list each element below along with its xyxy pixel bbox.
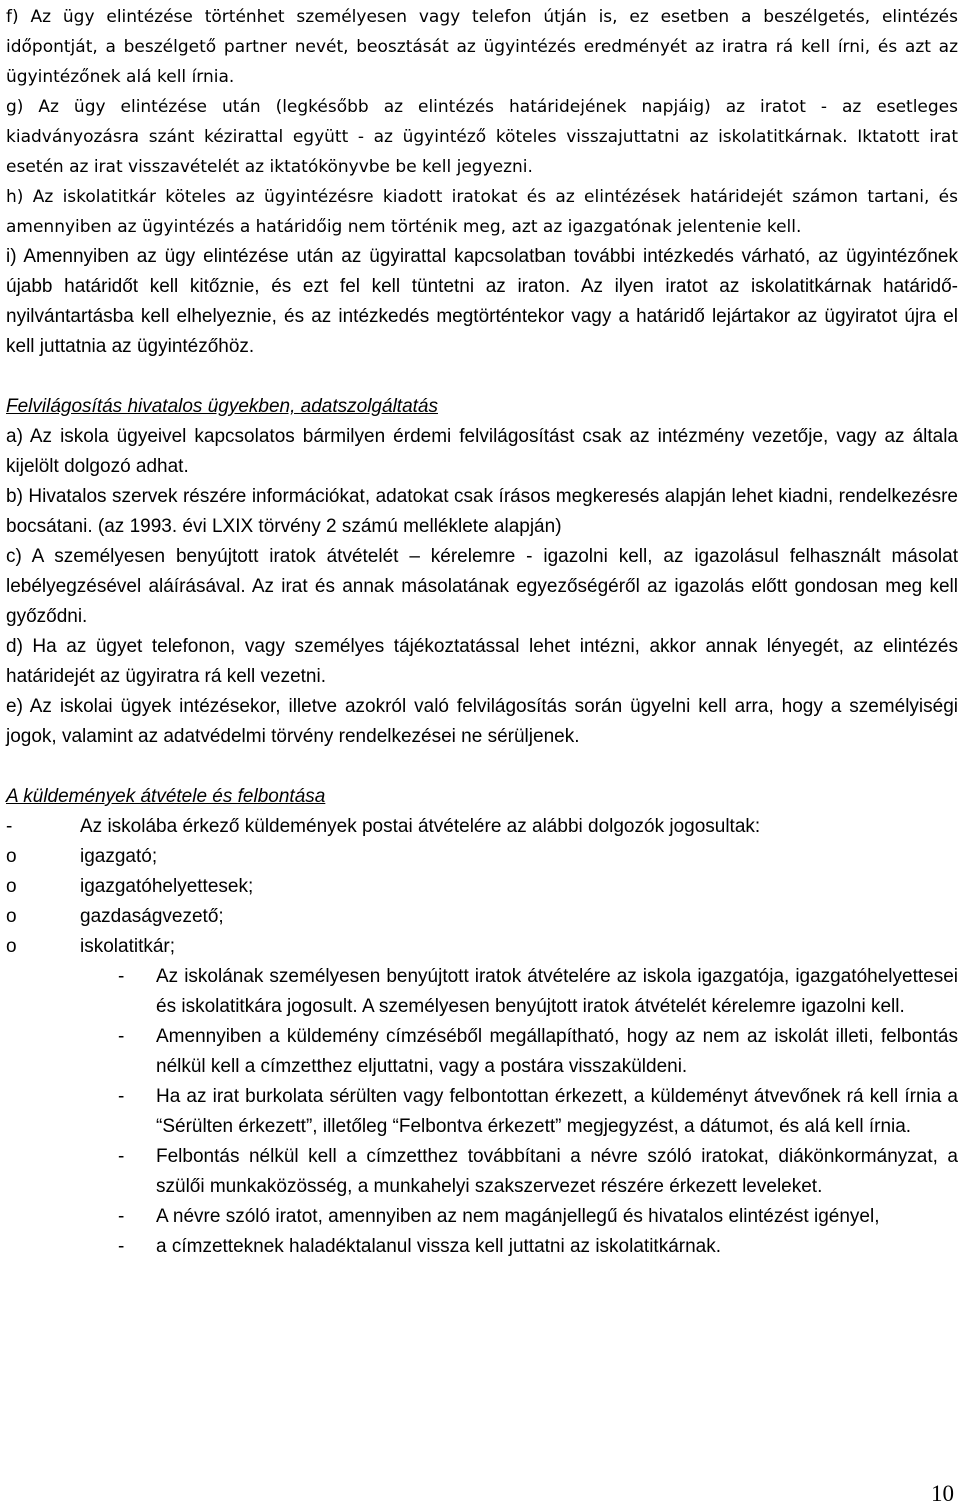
list-item-rule — [6, 1082, 958, 1142]
circle-bullet: o — [6, 936, 17, 957]
dash-bullet: - — [118, 1236, 125, 1257]
circle-bullet: o — [6, 846, 17, 867]
circle-bullet: o — [6, 906, 17, 927]
list-item-intro — [6, 812, 958, 842]
dash-bullet: - — [118, 1086, 125, 1107]
dash-bullet: - — [118, 1026, 125, 1047]
list-item-text: a címzetteknek haladéktalanul vissza kell juttatni az iskolatitkárnak. — [156, 1236, 721, 1257]
list-item-person — [6, 932, 958, 962]
dash-bullet: - — [118, 966, 125, 987]
dash-bullet: - — [118, 1206, 125, 1227]
dash-bullet: - — [118, 1146, 125, 1167]
paragraph-d: d) Ha az ügyet telefonon, vagy személyes tájékoztatással lehet intézni, akkor annak lényegét, az elintézés határidejét az ügyiratra rá kell vezetni. — [6, 636, 958, 687]
section-heading-kuldemenyek: A küldemények átvétele és felbontása — [6, 786, 326, 807]
list-item-person — [6, 872, 958, 902]
list-item-rule — [6, 1232, 958, 1262]
list-item-rule — [6, 1202, 958, 1232]
paragraph-a: a) Az iskola ügyeivel kapcsolatos bármilyen érdemi felvilágosítást csak az intézmény vezetője, vagy az általa kijelölt dolgozó adhat. — [6, 426, 958, 477]
paragraph-i: i) Amennyiben az ügy elintézése után az ügyirattal kapcsolatban további intézkedés várható, az ügyintézőnek újabb határidőt kell kitőznie, és ezt fel kell tüntetni az iraton. Az ilyen iratot az iskolatitkárnak határidő-nyilvántartásba kell elhelyeznie, és az intézkedés megtörténtekor vagy a határidő lejártakor az ügyiratot újra el kell juttatnia az ügyintézőhöz. — [6, 246, 958, 357]
paragraph-b: b) Hivatalos szervek részére információkat, adatokat csak írásos megkeresés alapján lehet kiadni, rendelkezésre bocsátani. (az 1993. évi LXIX törvény 2 számú melléklete alapján) — [6, 486, 958, 537]
circle-bullet: o — [6, 876, 17, 897]
list-item-text: iskolatitkár; — [80, 936, 176, 957]
list-item-text: gazdaságvezető; — [80, 906, 224, 927]
spacer — [6, 752, 958, 782]
dash-bullet: - — [6, 816, 13, 837]
list-item-text: igazgatóhelyettesek; — [80, 876, 254, 897]
list-item-text: Ha az irat burkolata sérülten vagy felbontottan érkezett, a küldeményt átvevőnek rá kell írnia a “Sérülten érkezett”, illetőleg “Felbontva érkezett” megjegyzést, a dátumot, és alá kell írnia. — [156, 1086, 958, 1137]
list-item-text: Felbontás nélkül kell a címzetthez továbbítani a névre szóló iratokat, diákönkormányzat, a szülői munkaközösség, a munkahelyi szakszervezet részére érkezett leveleket. — [156, 1146, 958, 1197]
document-page — [6, 2, 958, 1262]
list-item-text: Az iskolába érkező küldemények postai átvételére az alábbi dolgozók jogosultak: — [80, 816, 761, 837]
paragraph-g: g) Az ügy elintézése után (legkésőbb az elintézés határidejének napjáig) az iratot - az esetleges kiadványozásra szánt kézirattal együtt - az ügyintéző köteles visszajuttatni az iskolatitkárnak. Iktatott irat esetén az irat visszavételét az iktatókönyvbe be kell jegyezni. — [6, 97, 958, 177]
paragraph-f: f) Az ügy elintézése történhet személyesen vagy telefon útján is, ez esetben a beszélgetés, elintézés időpontját, a beszélgető partner nevét, beosztását az ügyintézés eredményét az iratra rá kell írni, és azt az ügyintézőnek alá kell írnia. — [6, 7, 958, 87]
section-heading-felvilagositas: Felvilágosítás hivatalos ügyekben, adatszolgáltatás — [6, 396, 438, 417]
list-item-text: Amennyiben a küldemény címzéséből megállapítható, hogy az nem az iskolát illeti, felbontás nélkül kell a címzetthez eljuttatni, vagy a postára visszaküldeni. — [156, 1026, 958, 1077]
list-item-rule — [6, 1142, 958, 1202]
page-number: 10 — [931, 1481, 954, 1506]
spacer — [6, 362, 958, 392]
list-item-text: Az iskolának személyesen benyújtott iratok átvételére az iskola igazgatója, igazgatóhelyettesei és iskolatitkára jogosult. A személyesen benyújtott iratok átvételét kérelemre igazolni kell. — [156, 966, 958, 1017]
list-item-rule — [6, 1022, 958, 1082]
list-item-person — [6, 842, 958, 872]
paragraph-c: c) A személyesen benyújtott iratok átvételét – kérelemre - igazolni kell, az igazolásul felhasznált másolat lebélyegzésével aláírásával. Az irat és annak másolatának egyezőségéről az igazolás előtt gondosan meg kell győződni. — [6, 546, 958, 627]
list-item-rule — [6, 962, 958, 1022]
paragraph-h: h) Az iskolatitkár köteles az ügyintézésre kiadott iratokat és az elintézések határidejét számon tartani, és amennyiben az ügyintézés a határidőig nem történik meg, azt az igazgatónak jelentenie kell. — [6, 187, 958, 237]
list-item-text: A névre szóló iratot, amennyiben az nem magánjellegű és hivatalos elintézést igényel, — [156, 1206, 880, 1227]
paragraph-e: e) Az iskolai ügyek intézésekor, illetve azokról való felvilágosítás során ügyelni kell arra, hogy a személyiségi jogok, valamint az adatvédelmi törvény rendelkezései ne sérüljenek. — [6, 696, 958, 747]
list-item-text: igazgató; — [80, 846, 158, 867]
list-item-person — [6, 902, 958, 932]
